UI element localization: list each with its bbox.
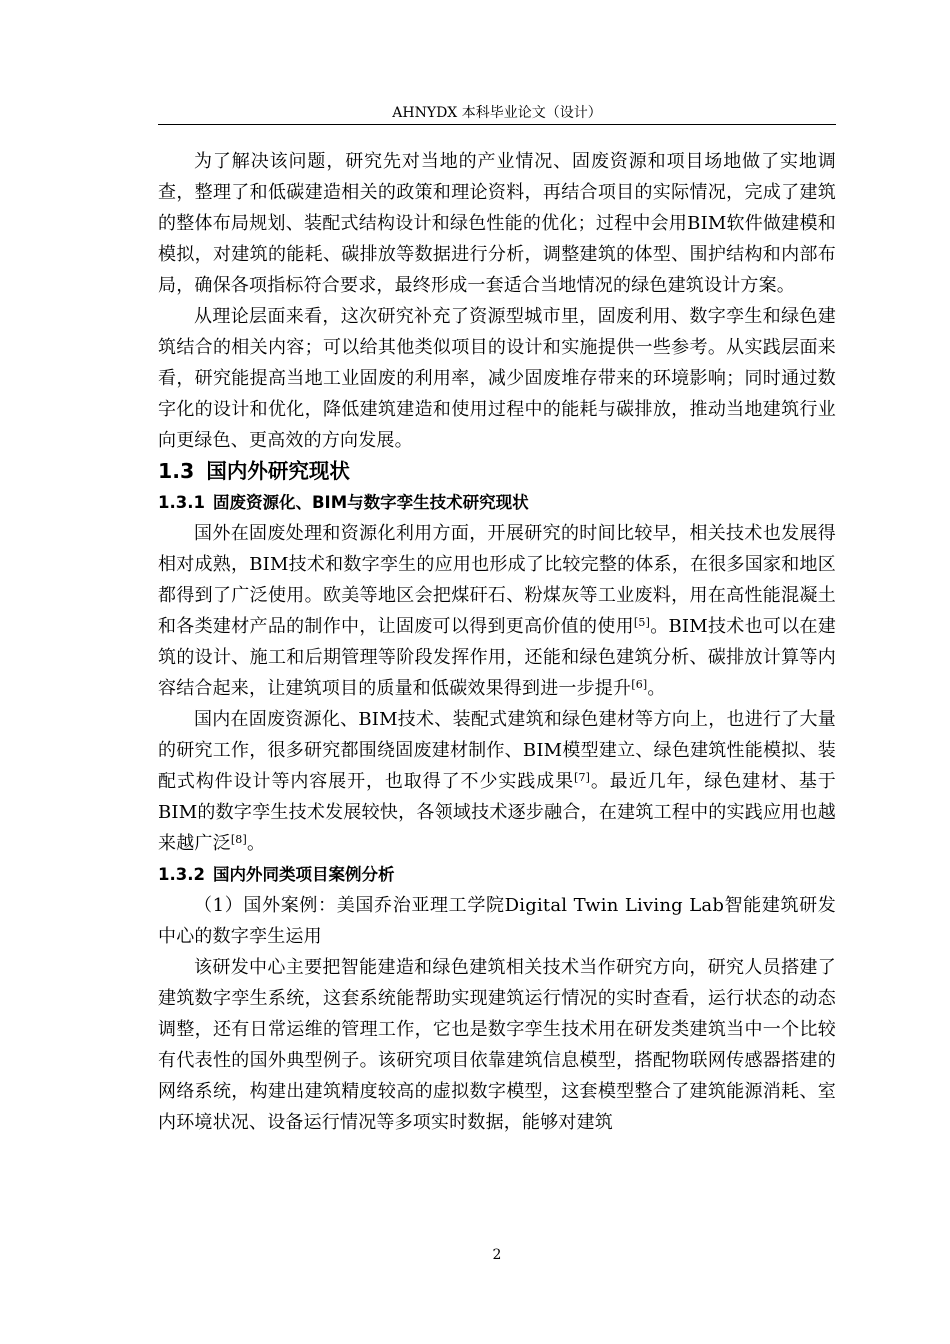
citation-ref: [6] [631,678,648,691]
paragraph-case-title: （1）国外案例：美国乔治亚理工学院Digital Twin Living Lab智能建筑研发中心的数字孪生运用 [158,895,836,947]
paragraph-case-description: 该研发中心主要把智能建造和绿色建筑相关技术当作研究方向，研究人员搭建了建筑数字孪生系统，这套系统能帮助实现建筑运行情况的实时查看，运行状态的动态调整，还有日常运维的管理工作，它也是数字孪生技术用在研发类建筑当中一个比较有代表性的国外典型例子。该研究项目依靠建筑信息模型，搭配物联网传感器搭建的网络系统，构建出建筑精度较高的虚拟数字模型，这套模型整合了建筑能源消耗、室内环境状况、设备运行情况等多项实时数据，能够对建筑 [158,957,836,1133]
text-run: 国外在固废处理和资源化利用方面，开展研究的时间比较早，相关技术也发展得相对成熟，BIM技术和数字孪生的应用也形成了比较完整的体系，在很多国家和地区都得到了广泛使用。欧美等地区会把煤矸石、粉煤灰等工业废料，用在高性能混凝土和各类建材产品的制作中，让固废可以得到更高价值的使用 [158,523,836,637]
page-header: AHNYDX 本科毕业论文（设计） [392,105,602,121]
citation-ref: [7] [573,771,591,784]
subsection-number: 1.3.1 [158,493,205,512]
paragraph-domestic-research [158,704,836,859]
text-run: 。 [647,678,666,699]
text-run: 。最近几年，绿色建材、基于BIM的数字孪生技术发展较快，各领域技术逐步融合，在建筑工程中的实践应用也越来越广泛 [158,771,836,854]
page-body [158,146,836,1138]
subsection-title: 国内外同类项目案例分析 [212,865,395,884]
paragraph-significance: 从理论层面来看，这次研究补充了资源型城市里，固废利用、数字孪生和绿色建筑结合的相关内容；可以给其他类似项目的设计和实施提供一些参考。从实践层面来看，研究能提高当地工业固废的利用率，减少固废堆存带来的环境影响；同时通过数字化的设计和优化，降低建筑建造和使用过程中的能耗与碳排放，推动当地建筑行业向更绿色、更高效的方向发展。 [158,306,836,451]
text-run: 国内在固废资源化、BIM技术、装配式建筑和绿色建材等方向上，也进行了大量的研究工作，很多研究都围绕固废建材制作、BIM模型建立、绿色建筑性能模拟、装配式构件设计等内容展开，也取得了不少实践成果 [158,709,836,792]
citation-ref: [5] [633,616,651,629]
citation-ref: [8] [230,833,247,846]
header-rule [158,124,836,125]
subsection-heading-1-3-2 [158,859,836,890]
text-run: 。 [247,833,266,854]
section-title: 国内外研究现状 [206,459,350,483]
subsection-heading-1-3-1 [158,487,836,518]
section-number: 1.3 [158,459,195,483]
page-number: 2 [492,1247,502,1263]
subsection-number: 1.3.2 [158,865,205,884]
paragraph-foreign-research [158,518,836,704]
section-heading-1-3 [158,456,836,487]
subsection-title: 固废资源化、BIM与数字孪生技术研究现状 [212,493,529,512]
text-run: 。BIM技术也可以在建筑的设计、施工和后期管理等阶段发挥作用，还能和绿色建筑分析、碳排放计算等内容结合起来，让建筑项目的质量和低碳效果得到进一步提升 [158,616,836,699]
paragraph-method: 为了解决该问题，研究先对当地的产业情况、固废资源和项目场地做了实地调查，整理了和低碳建造相关的政策和理论资料，再结合项目的实际情况，完成了建筑的整体布局规划、装配式结构设计和绿色性能的优化；过程中会用BIM软件做建模和模拟，对建筑的能耗、碳排放等数据进行分析，调整建筑的体型、围护结构和内部布局，确保各项指标符合要求，最终形成一套适合当地情况的绿色建筑设计方案。 [158,151,836,296]
